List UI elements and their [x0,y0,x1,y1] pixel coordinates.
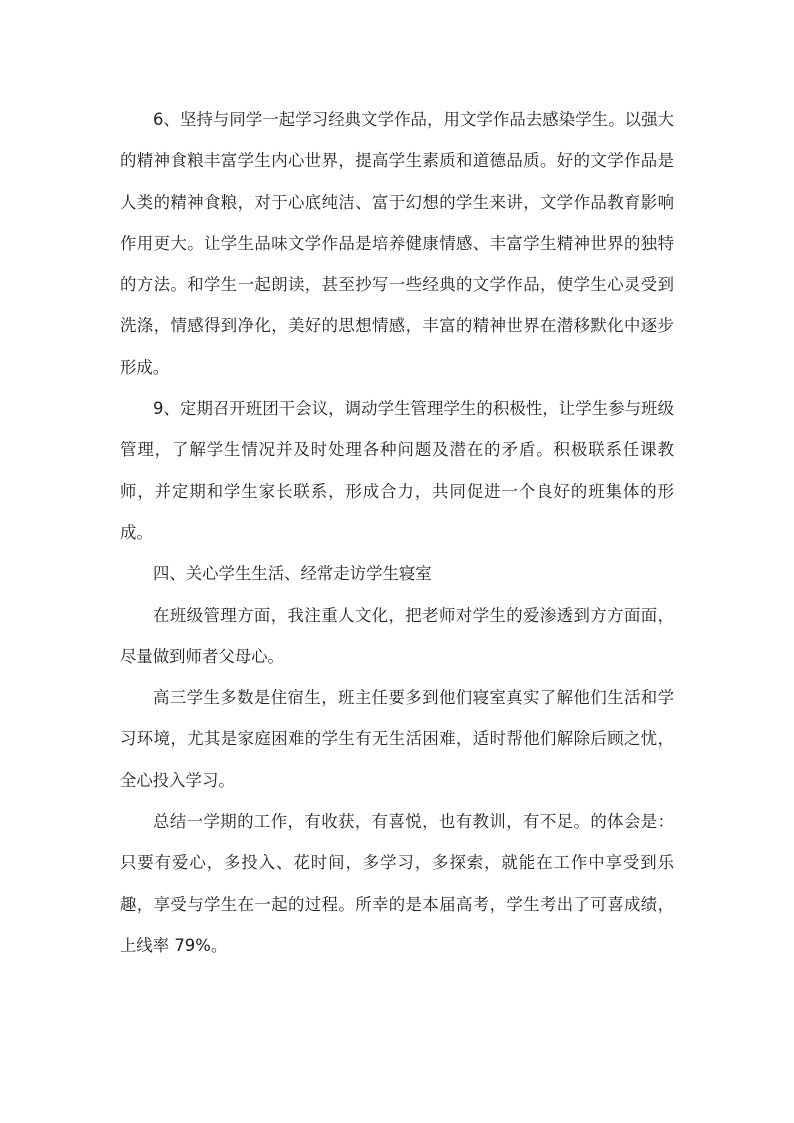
section-heading-four: 四、关心学生生活、经常走访学生寝室 [153,564,432,584]
document-page [120,99,674,966]
paragraph-point-6: 6、坚持与同学一起学习经典文学作品，用文学作品去感染学生。以强大的精神食粮丰富学生内心世界，提高学生素质和道德品质。好的文学作品是人类的精神食粮，对于心底纯洁、富于幻想的学生来讲，文学作品教育影响作用更大。让学生品味文学作品是培养健康情感、丰富学生精神世界的独特的方法。和学生一起朗读，甚至抄写一些经典的文学作品，使学生心灵受到洗涤，情感得到净化，美好的思想情感，丰富的精神世界在潜移默化中逐步形成。 [120,110,674,377]
paragraph-class-management: 在班级管理方面，我注重人文化，把老师对学生的爱渗透到方方面面，尽量做到师者父母心。 [120,605,674,666]
paragraph-boarding-students: 高三学生多数是住宿生，班主任要多到他们寝室真实了解他们生活和学习环境，尤其是家庭困难的学生有无生活困难，适时帮他们解除后顾之忧，全心投入学习。 [120,688,674,790]
paragraph-point-9: 9、定期召开班团干会议，调动学生管理学生的积极性，让学生参与班级管理，了解学生情况并及时处理各种问题及潜在的矛盾。积极联系任课教师，并定期和学生家长联系，形成合力，共同促进一个良好的班集体的形成。 [120,399,674,542]
paragraph-summary: 总结一学期的工作，有收获，有喜悦，也有教训，有不足。的体会是：只要有爱心，多投入、花时间，多学习，多探索，就能在工作中享受到乐趣，享受与学生在一起的过程。所幸的是本届高考，学生考出了可喜成绩，上线率 79%。 [120,812,674,955]
